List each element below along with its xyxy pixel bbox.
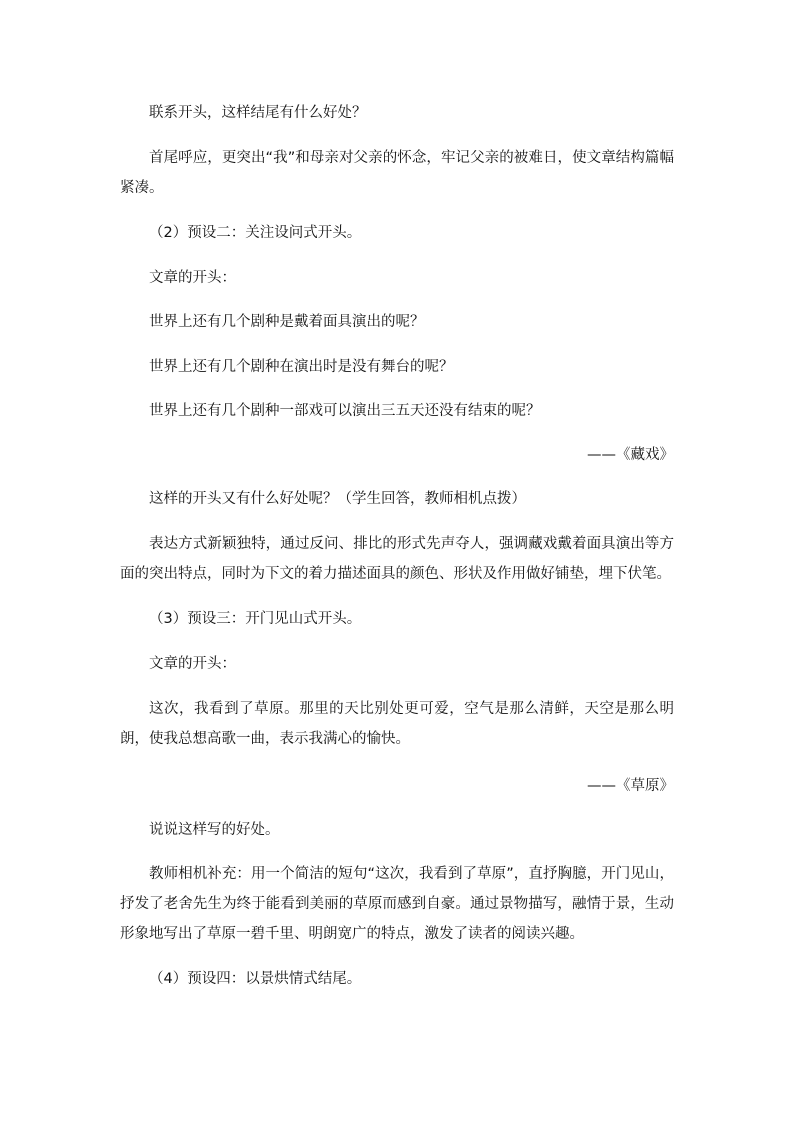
heading-preset-two: （2）预设二：关注设问式开头。 [149,225,362,241]
quote-grassland: 这次，我看到了草原。那里的天比别处更可爱，空气是那么清鲜，天空是那么明朗，使我总想高歌一曲，表示我满心的愉快。 [120,701,674,747]
quote-line-2: 世界上还有几个剧种在演出时是没有舞台的呢？ [149,359,454,375]
paragraph-discuss: 说说这样写的好处。 [149,822,280,838]
quote-source-zangxi: ——《藏戏》 [587,447,674,463]
paragraph-opening-label: 文章的开头： [149,270,236,286]
paragraph-question-ending: 联系开头，这样结尾有什么好处？ [149,105,367,121]
paragraph-teacher-supplement: 教师相机补充：用一个简洁的短句“这次，我看到了草原”，直抒胸臆，开门见山，抒发了老舍先生为终于能看到美丽的草原而感到自豪。通过景物描写，融情于景，生动形象地写出了草原一碧千里、明朗宽广的特点，激发了读者的阅读兴趣。 [120,866,674,942]
quote-line-1: 世界上还有几个剧种是戴着面具演出的呢？ [149,314,425,330]
heading-preset-three: （3）预设三：开门见山式开头。 [149,611,362,627]
quote-source-caoyuan: ——《草原》 [587,778,674,794]
quote-line-3: 世界上还有几个剧种一部戏可以演出三五天还没有结束的呢？ [149,403,541,419]
heading-preset-four: （4）预设四：以景烘情式结尾。 [149,971,362,987]
paragraph-opening-label-2: 文章的开头： [149,656,236,672]
paragraph-answer-ending: 首尾呼应，更突出“我”和母亲对父亲的怀念，牢记父亲的被难日，使文章结构篇幅紧凑。 [120,150,674,196]
paragraph-answer-opening: 表达方式新颖独特，通过反问、排比的形式先声夺人，强调藏戏戴着面具演出等方面的突出特点，同时为下文的着力描述面具的颜色、形状及作用做好铺垫，埋下伏笔。 [120,536,674,582]
paragraph-question-opening: 这样的开头又有什么好处呢？（学生回答，教师相机点拨） [149,491,526,507]
